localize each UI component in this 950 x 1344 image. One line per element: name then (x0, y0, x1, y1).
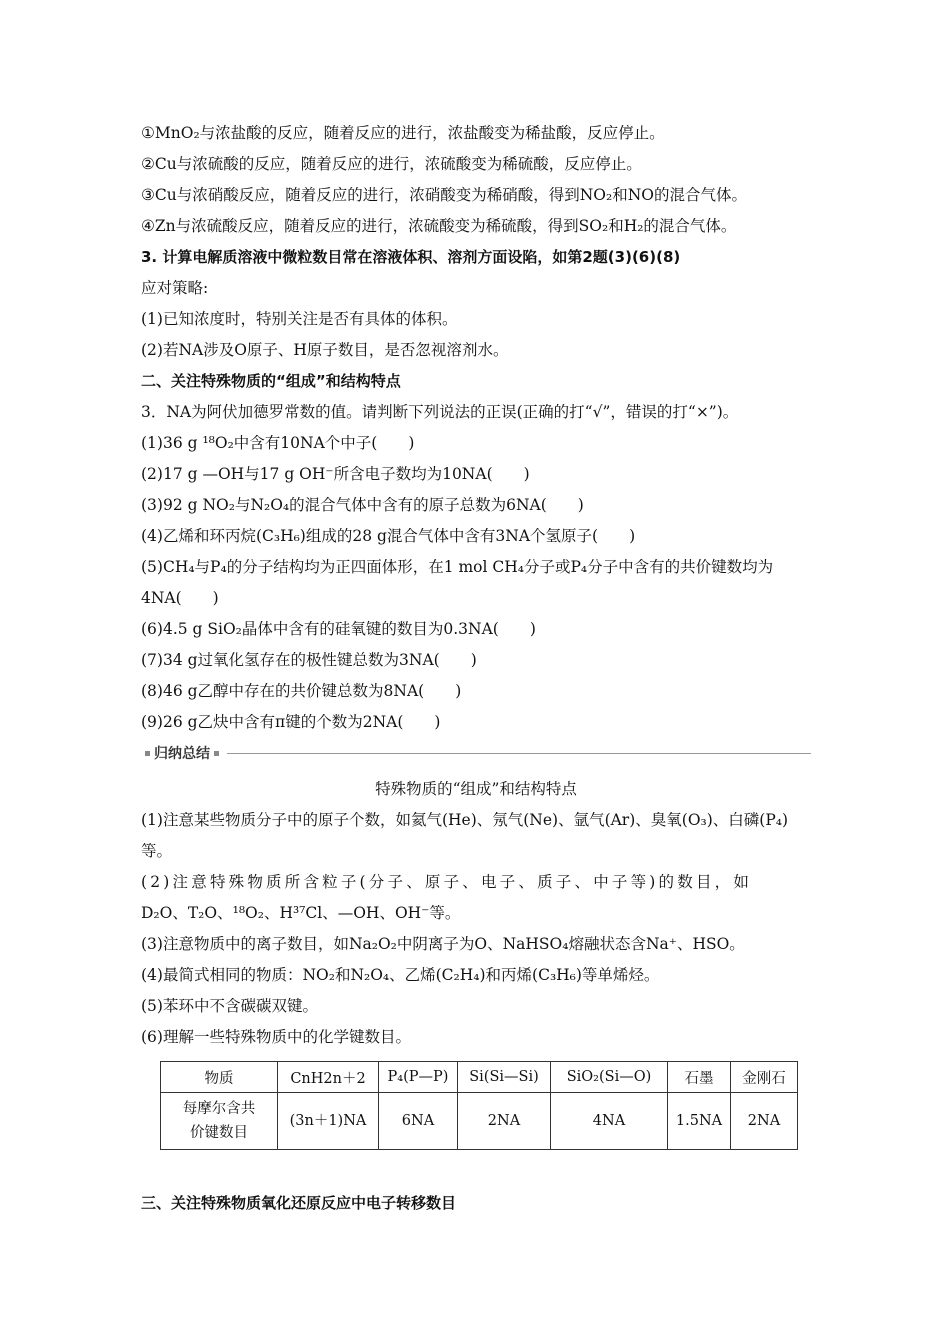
summary-item-4: (4)最简式相同的物质：NO₂和N₂O₄、乙烯(C₂H₄)和丙烯(C₃H₆)等单烯烃。 (141, 966, 660, 984)
value-cell: 2NA (458, 1093, 551, 1150)
intro-line-3: ③Cu与浓硝酸反应，随着反应的进行，浓硝酸变为稀硝酸，得到NO₂和NO的混合气体。 (141, 186, 747, 204)
header-cell: SiO₂(Si—O) (551, 1062, 668, 1093)
header-cell: 物质 (161, 1062, 278, 1093)
value-cell: 2NA (731, 1093, 798, 1150)
question-item-6: (6)4.5 g SiO₂晶体中含有的硅氧键的数目为0.3NA( ) (141, 620, 536, 638)
section3-title: 三、关注特殊物质氧化还原反应中电子转移数目 (141, 1194, 457, 1212)
intro-line-2: ②Cu与浓硫酸的反应，随着反应的进行，浓硫酸变为稀硫酸，反应停止。 (141, 155, 642, 173)
strategy-item-1: (1)已知浓度时，特别关注是否有具体的体积。 (141, 310, 458, 328)
strategy-item-2: (2)若NA涉及O原子、H原子数目，是否忽视溶剂水。 (141, 341, 509, 359)
question-item-5-cont: 4NA( ) (141, 589, 219, 607)
summary-item-6: (6)理解一些特殊物质中的化学键数目。 (141, 1028, 411, 1046)
square-bullet-icon (145, 751, 150, 756)
row-label-cell (161, 1093, 278, 1150)
header-cell: CnH2n＋2 (278, 1062, 379, 1093)
table-row (161, 1093, 798, 1150)
point3-heading: 3. 计算电解质溶液中微粒数目常在溶液体积、溶剂方面设陷，如第2题(3)(6)(8) (141, 248, 681, 266)
value-cell: 4NA (551, 1093, 668, 1150)
question-item-3: (3)92 g NO₂与N₂O₄的混合气体中含有的原子总数为6NA( ) (141, 496, 584, 514)
value-cell: 1.5NA (668, 1093, 731, 1150)
summary-item-3: (3)注意物质中的离子数目，如Na₂O₂中阴离子为O、NaHSO₄熔融状态含Na⁺、HSO。 (141, 935, 745, 953)
summary-item-1-cont: 等。 (141, 842, 173, 860)
divider-rule (227, 753, 811, 754)
summary-label: 归纳总结 (154, 746, 210, 762)
header-cell: Si(Si—Si) (458, 1062, 551, 1093)
value-cell: 6NA (379, 1093, 458, 1150)
question-item-4: (4)乙烯和环丙烷(C₃H₆)组成的28 g混合气体中含有3NA个氢原子( ) (141, 527, 636, 545)
header-cell: P₄(P—P) (379, 1062, 458, 1093)
question-item-5: (5)CH₄与P₄的分子结构均为正四面体形，在1 mol CH₄分子或P₄分子中含有的共价键数均为 (141, 558, 774, 576)
question-item-9: (9)26 g乙炔中含有π键的个数为2NA( ) (141, 713, 441, 731)
summary-item-2-cont: D₂O、T₂O、¹⁸O₂、H³⁷Cl、—OH、OH⁻等。 (141, 904, 461, 922)
question-item-8: (8)46 g乙醇中存在的共价键总数为8NA( ) (141, 682, 462, 700)
row-label-line: 每摩尔含共 (182, 1101, 256, 1117)
summary-item-1: (1)注意某些物质分子中的原子个数，如氦气(He)、氖气(Ne)、氩气(Ar)、臭氧(O₃)、白磷(P₄) (141, 811, 789, 829)
square-bullet-icon (214, 751, 219, 756)
question-item-1: (1)36 g ¹⁸O₂中含有10NA个中子( ) (141, 434, 415, 452)
intro-line-1: ①MnO₂与浓盐酸的反应，随着反应的进行，浓盐酸变为稀盐酸，反应停止。 (141, 124, 665, 142)
row-label-line: 价键数目 (190, 1125, 248, 1141)
section2-title: 二、关注特殊物质的“组成”和结构特点 (141, 372, 401, 390)
summary-item-5: (5)苯环中不含碳碳双键。 (141, 997, 318, 1015)
header-cell: 石墨 (668, 1062, 731, 1093)
document-page (141, 118, 811, 1150)
header-cell: 金刚石 (731, 1062, 798, 1093)
strategy-label: 应对策略: (141, 279, 209, 297)
table-header-row (161, 1062, 798, 1093)
intro-line-4: ④Zn与浓硫酸反应，随着反应的进行，浓硫酸变为稀硫酸，得到SO₂和H₂的混合气体。 (141, 217, 737, 235)
summary-item-2: (2)注意特殊物质所含粒子(分子、原子、电子、质子、中子等)的数目，如 (141, 873, 753, 891)
bond-count-table (160, 1061, 798, 1150)
question-item-2: (2)17 g —OH与17 g OH⁻所含电子数均为10NA( ) (141, 465, 530, 483)
value-cell: (3n＋1)NA (278, 1093, 379, 1150)
question-item-7: (7)34 g过氧化氢存在的极性键总数为3NA( ) (141, 651, 477, 669)
summary-divider (141, 740, 811, 766)
summary-title: 特殊物质的“组成”和结构特点 (375, 780, 577, 798)
question-stem: 3．NA为阿伏加德罗常数的值。请判断下列说法的正误(正确的打“√”，错误的打“×”)。 (141, 403, 739, 421)
